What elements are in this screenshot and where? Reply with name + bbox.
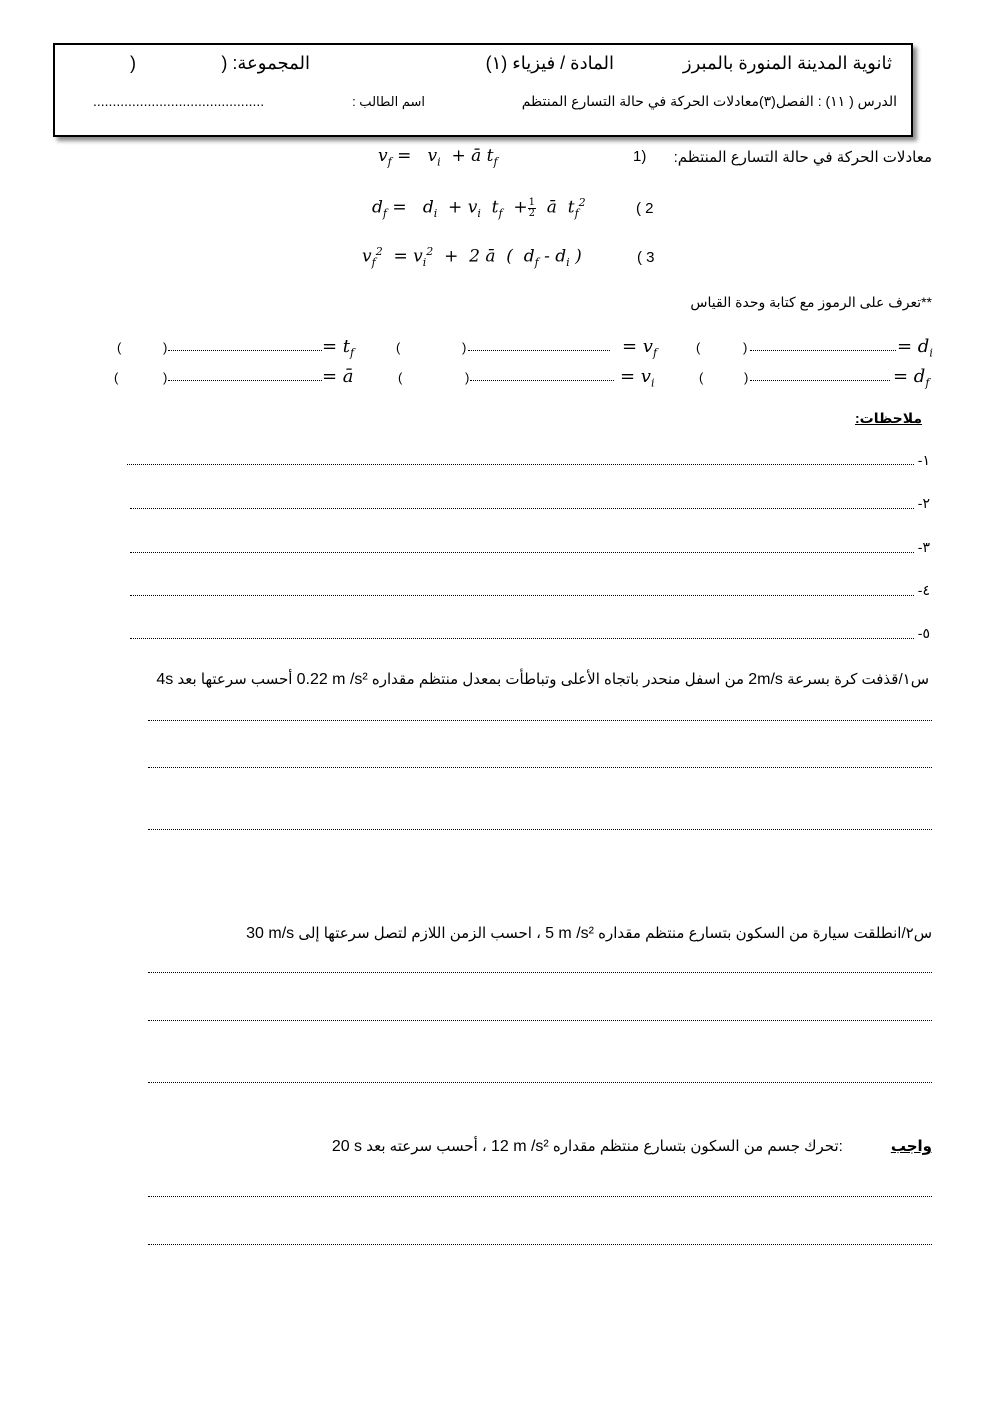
equation-1: $v_f = v_i$ + ā $t_f$ bbox=[378, 146, 498, 169]
homework-label: واجب bbox=[890, 1138, 932, 1155]
question-2-ask: ، احسب الزمن اللازم لتصل سرعتها إلى bbox=[298, 925, 541, 942]
note-4-line[interactable] bbox=[130, 595, 914, 596]
question-2 bbox=[246, 924, 932, 943]
group-label: المجموعة: ( bbox=[221, 53, 310, 73]
symbol-t-f: = $t_f$ bbox=[322, 336, 355, 360]
answer-2-line-1[interactable] bbox=[148, 972, 932, 973]
notes-title: ملاحظات: bbox=[854, 410, 922, 426]
paren-close: ) bbox=[163, 340, 168, 355]
answer-2-line-2[interactable] bbox=[148, 1020, 932, 1021]
homework-body: :تحرك جسم من السكون بتسارع منتظم مقداره bbox=[552, 1138, 843, 1155]
symbol-v-i-blank[interactable] bbox=[470, 380, 614, 381]
paren-open: ( bbox=[699, 370, 704, 385]
symbol-d-i-blank[interactable] bbox=[750, 350, 896, 351]
answer-1-line-3[interactable] bbox=[148, 829, 932, 830]
question-2-target-speed: 30 m/s bbox=[246, 925, 295, 942]
equation-3: $v_f^2 = v_i^2 + 2$ ā ( $d_f - d_i$ ) bbox=[362, 245, 582, 270]
student-name-label: اسم الطالب : bbox=[352, 94, 425, 109]
equation-2-number: ( 2 bbox=[636, 200, 654, 217]
paren-open: ( bbox=[696, 340, 701, 355]
symbol-a-bar: = ā bbox=[322, 366, 354, 387]
question-1-ask: أحسب سرعتها بعد bbox=[177, 671, 293, 688]
answer-1-line-2[interactable] bbox=[148, 767, 932, 768]
symbol-d-f-blank[interactable] bbox=[750, 380, 890, 381]
paren-close: ) bbox=[465, 370, 470, 385]
question-2-acceleration: 5 m /s² bbox=[545, 925, 594, 942]
paren-open: ( bbox=[114, 370, 119, 385]
note-4-number: ٤- bbox=[917, 582, 930, 598]
paren-close: ) bbox=[462, 340, 467, 355]
note-2-line[interactable] bbox=[130, 508, 914, 509]
note-1-line[interactable] bbox=[127, 464, 914, 465]
question-1-initial-speed: 2m/s bbox=[748, 671, 783, 688]
paren-close: ) bbox=[744, 370, 749, 385]
symbol-v-i: = $v_i$ bbox=[620, 366, 655, 390]
note-2-number: ٢- bbox=[917, 495, 930, 511]
homework-line-1[interactable] bbox=[148, 1196, 932, 1197]
question-2-label: س٢/انطلقت سيارة من السكون بتسارع منتظم مقداره bbox=[598, 925, 932, 942]
question-1-label: س١/قذفت كرة بسرعة bbox=[787, 671, 929, 688]
homework bbox=[332, 1137, 932, 1156]
question-1-time: 4s bbox=[156, 671, 174, 688]
symbol-a-bar-blank[interactable] bbox=[168, 380, 322, 381]
note-3-number: ٣- bbox=[917, 539, 930, 555]
symbol-d-f: = $d_f$ bbox=[893, 366, 930, 390]
paren-open: ( bbox=[117, 340, 122, 355]
equations-intro: معادلات الحركة في حالة التسارع المنتظم: bbox=[673, 149, 932, 166]
paren-open: ( bbox=[396, 340, 401, 355]
student-name-field[interactable]: ............................................ bbox=[93, 93, 265, 109]
symbol-v-f-blank[interactable] bbox=[468, 350, 610, 351]
answer-1-line-1[interactable] bbox=[148, 720, 932, 721]
equation-2: $d_f = d_i + v_i$ $t_f$ + $\frac{1}{2}$ ā $t_f^2$ bbox=[372, 196, 586, 221]
homework-line-2[interactable] bbox=[148, 1244, 932, 1245]
paren-close: ) bbox=[163, 370, 168, 385]
note-5-line[interactable] bbox=[130, 638, 914, 639]
question-1 bbox=[156, 670, 929, 689]
note-5-number: ٥- bbox=[917, 625, 930, 641]
group-close-paren: ) bbox=[130, 53, 136, 73]
symbol-v-f: = $v_f$ bbox=[622, 336, 658, 360]
school-name: ثانوية المدينة المنورة بالمبرز bbox=[682, 53, 892, 73]
equation-3-number: ( 3 bbox=[637, 249, 655, 266]
homework-time: 20 s bbox=[331, 1138, 363, 1155]
subject-label: المادة / فيزياء (١) bbox=[485, 53, 614, 73]
paren-close: ) bbox=[743, 340, 748, 355]
symbol-d-i: = $d_i$ bbox=[897, 336, 933, 360]
homework-acceleration: 12 m /s² bbox=[490, 1138, 549, 1155]
answer-2-line-3[interactable] bbox=[148, 1082, 932, 1083]
question-1-body: من اسفل منحدر باتجاه الأعلى وتباطأت بمعدل منتظم مقداره bbox=[371, 671, 745, 688]
homework-ask: ، أحسب سرعته بعد bbox=[366, 1138, 487, 1155]
symbols-instruction: **تعرف على الرموز مع كتابة وحدة القياس bbox=[690, 294, 932, 310]
note-3-line[interactable] bbox=[130, 552, 914, 553]
lesson-title: الدرس ( ١١) : الفصل(٣)معادلات الحركة في حالة التسارع المنتظم bbox=[521, 93, 897, 109]
note-1-number: ١- bbox=[917, 452, 930, 468]
question-1-acceleration: 0.22 m /s² bbox=[296, 671, 368, 688]
symbol-t-f-blank[interactable] bbox=[168, 350, 322, 351]
equation-1-number: 1) bbox=[633, 148, 647, 165]
paren-open: ( bbox=[398, 370, 403, 385]
